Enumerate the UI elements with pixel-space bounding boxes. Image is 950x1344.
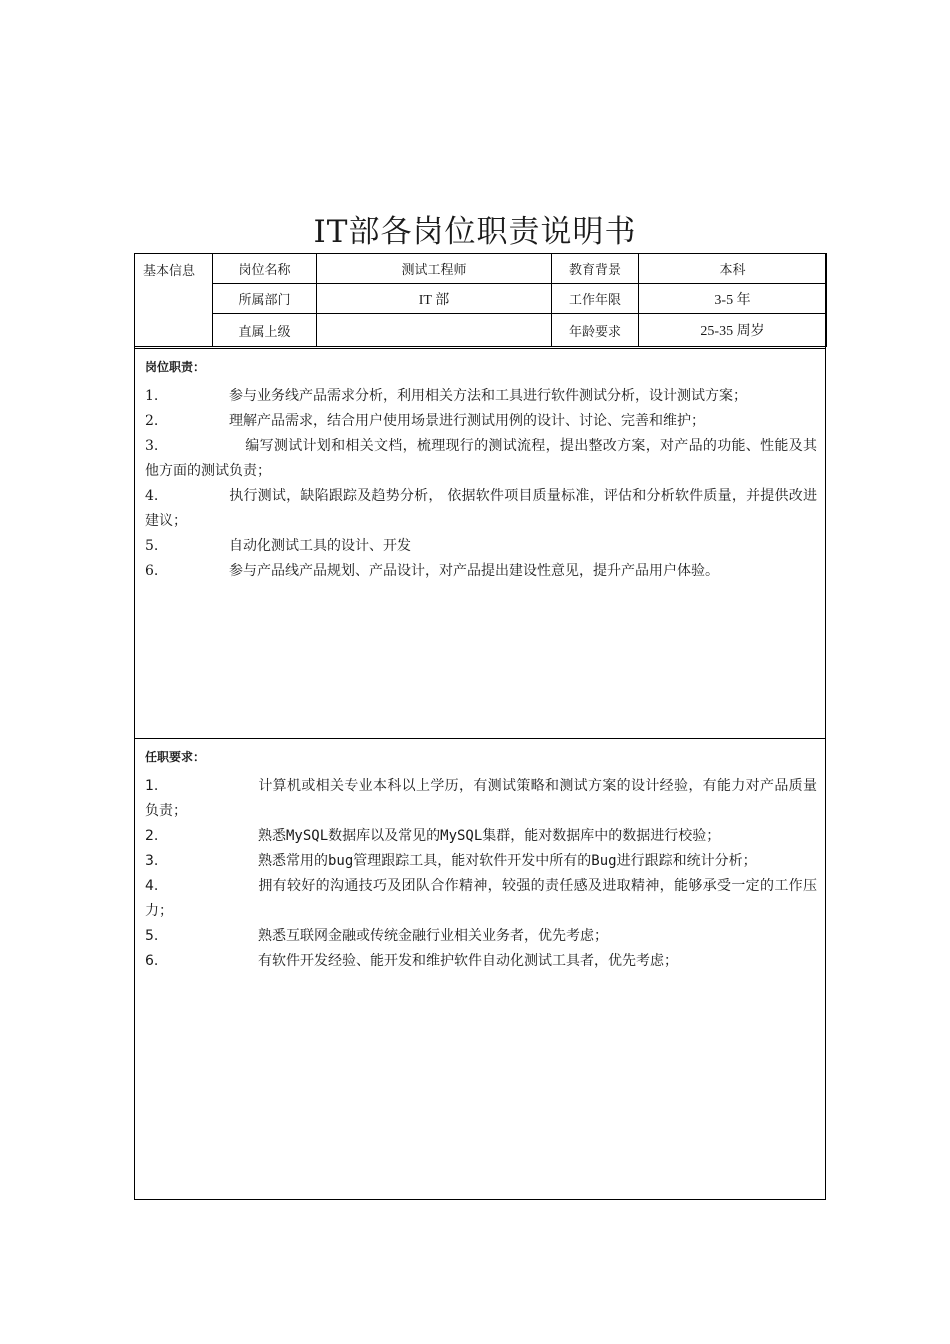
item-text: 熟悉互联网金融或传统金融行业相关业务者，优先考虑； (258, 928, 608, 944)
item-number: 2. (145, 413, 159, 429)
work-years-value: 3-5 年 (639, 284, 827, 314)
table-row (135, 284, 827, 314)
item-number: 4. (145, 488, 159, 504)
item-number: 5. (145, 538, 159, 554)
duties-heading: 岗位职责： (145, 360, 206, 374)
list-item (145, 434, 817, 484)
supervisor-value (317, 314, 552, 347)
table-row (135, 254, 827, 284)
item-number: 2. (145, 828, 159, 844)
item-text: 理解产品需求，结合用户使用场景进行测试用例的设计、讨论、完善和维护； (229, 413, 705, 429)
item-number: 4. (145, 878, 159, 894)
list-item (145, 559, 817, 584)
item-text: 自动化测试工具的设计、开发 (229, 538, 411, 554)
item-text: 熟悉MySQL数据库以及常见的MySQL集群，能对数据库中的数据进行校验； (258, 828, 721, 844)
item-number: 3. (145, 853, 159, 869)
requirements-heading: 任职要求： (145, 750, 206, 764)
list-item (145, 949, 817, 974)
item-text: 执行测试，缺陷跟踪及趋势分析， 依据软件项目质量标准，评估和分析软件质量，并提供改进建议； (145, 488, 817, 529)
job-description-form (134, 253, 826, 1200)
department-value: IT 部 (317, 284, 552, 314)
item-number: 1. (145, 388, 159, 404)
requirements-section (135, 738, 825, 1200)
age-value: 25-35 周岁 (639, 314, 827, 347)
education-value: 本科 (639, 254, 827, 284)
education-label: 教育背景 (552, 254, 639, 284)
list-item (145, 774, 817, 824)
table-row (135, 314, 827, 347)
item-text: 参与产品线产品规划、产品设计，对产品提出建设性意见，提升产品用户体验。 (229, 563, 719, 579)
item-text: 计算机或相关专业本科以上学历，有测试策略和测试方案的设计经验，有能力对产品质量负责； (145, 778, 817, 819)
list-item (145, 824, 817, 849)
position-name-label: 岗位名称 (213, 254, 317, 284)
item-text: 参与业务线产品需求分析，利用相关方法和工具进行软件测试分析，设计测试方案； (229, 388, 747, 404)
item-number: 5. (145, 928, 159, 944)
department-label: 所属部门 (213, 284, 317, 314)
duties-list (145, 384, 817, 584)
item-number: 6. (145, 953, 159, 969)
list-item (145, 484, 817, 534)
item-text: 拥有较好的沟通技巧及团队合作精神，较强的责任感及进取精神，能够承受一定的工作压力； (145, 878, 817, 919)
item-text: 熟悉常用的bug管理跟踪工具，能对软件开发中所有的Bug进行跟踪和统计分析； (258, 853, 757, 869)
position-name-value: 测试工程师 (317, 254, 552, 284)
list-item (145, 384, 817, 409)
list-item (145, 409, 817, 434)
age-label: 年龄要求 (552, 314, 639, 347)
duties-section (135, 348, 825, 738)
list-item (145, 924, 817, 949)
item-number: 3. (145, 438, 159, 454)
list-item (145, 849, 817, 874)
page-title: IT部各岗位职责说明书 (313, 214, 637, 250)
item-number: 1. (145, 778, 159, 794)
basic-info-label: 基本信息 (135, 254, 213, 347)
basic-info-table (134, 253, 827, 347)
item-text: 有软件开发经验、能开发和维护软件自动化测试工具者，优先考虑； (258, 953, 678, 969)
requirements-list (145, 774, 817, 974)
item-text: 编写测试计划和相关文档，梳理现行的测试流程，提出整改方案，对产品的功能、性能及其他方面的测试负责； (145, 438, 817, 479)
list-item (145, 874, 817, 924)
supervisor-label: 直属上级 (213, 314, 317, 347)
work-years-label: 工作年限 (552, 284, 639, 314)
list-item (145, 534, 817, 559)
item-number: 6. (145, 563, 159, 579)
